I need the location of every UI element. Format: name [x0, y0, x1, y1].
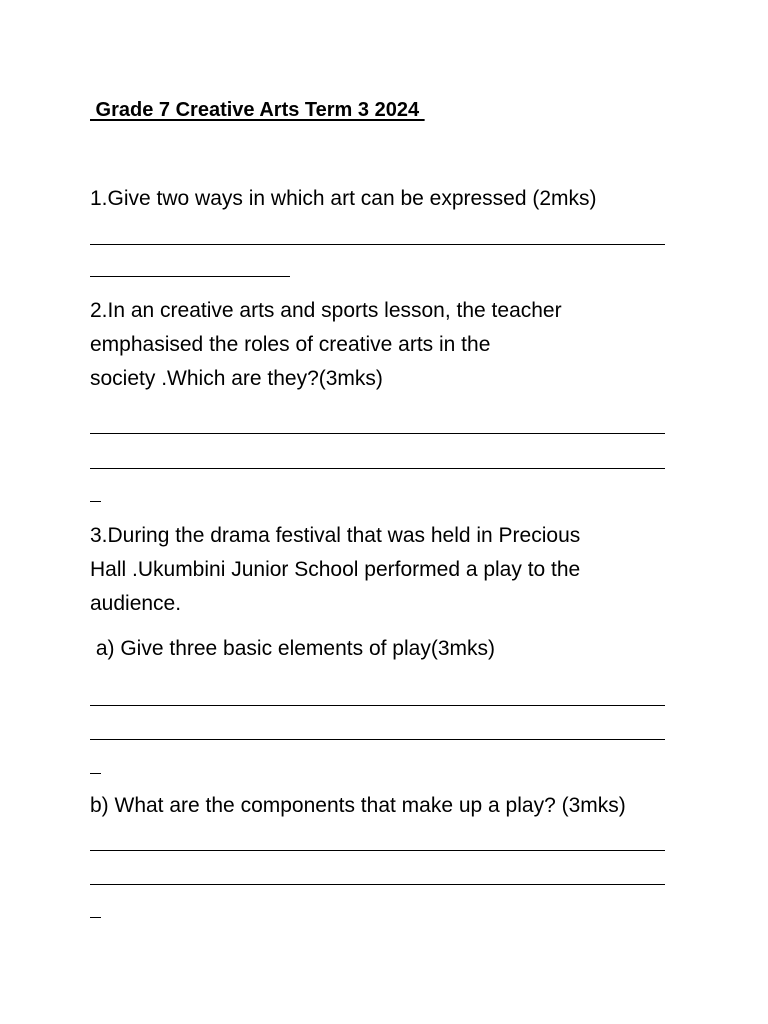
- question-3-line-2: Hall .Ukumbini Junior School performed a play to the: [90, 558, 581, 581]
- question-3-line-1: 3.During the drama festival that was held in Precious: [90, 524, 581, 547]
- question-2-line-2: emphasised the roles of creative arts in the: [90, 333, 491, 356]
- answer-line: [90, 917, 101, 918]
- answer-line: [90, 850, 665, 851]
- answer-line: [90, 244, 665, 245]
- worksheet-title: Grade 7 Creative Arts Term 3 2024: [90, 99, 425, 121]
- question-3-line-3: audience.: [90, 592, 182, 615]
- answer-line: [90, 433, 665, 434]
- answer-line: [90, 468, 665, 469]
- question-3a-text: a) Give three basic elements of play(3mks): [90, 637, 495, 660]
- question-2-line-3: society .Which are they?(3mks): [90, 367, 383, 390]
- question-1-text: 1.Give two ways in which art can be expressed (2mks): [90, 187, 597, 210]
- answer-line: [90, 739, 665, 740]
- answer-line: [90, 501, 101, 502]
- answer-line: [90, 276, 290, 277]
- answer-line: [90, 773, 101, 774]
- answer-line: [90, 705, 665, 706]
- question-2-line-1: 2.In an creative arts and sports lesson, the teacher: [90, 299, 562, 322]
- answer-line: [90, 884, 665, 885]
- question-3b-text: b) What are the components that make up a play? (3mks): [90, 794, 626, 817]
